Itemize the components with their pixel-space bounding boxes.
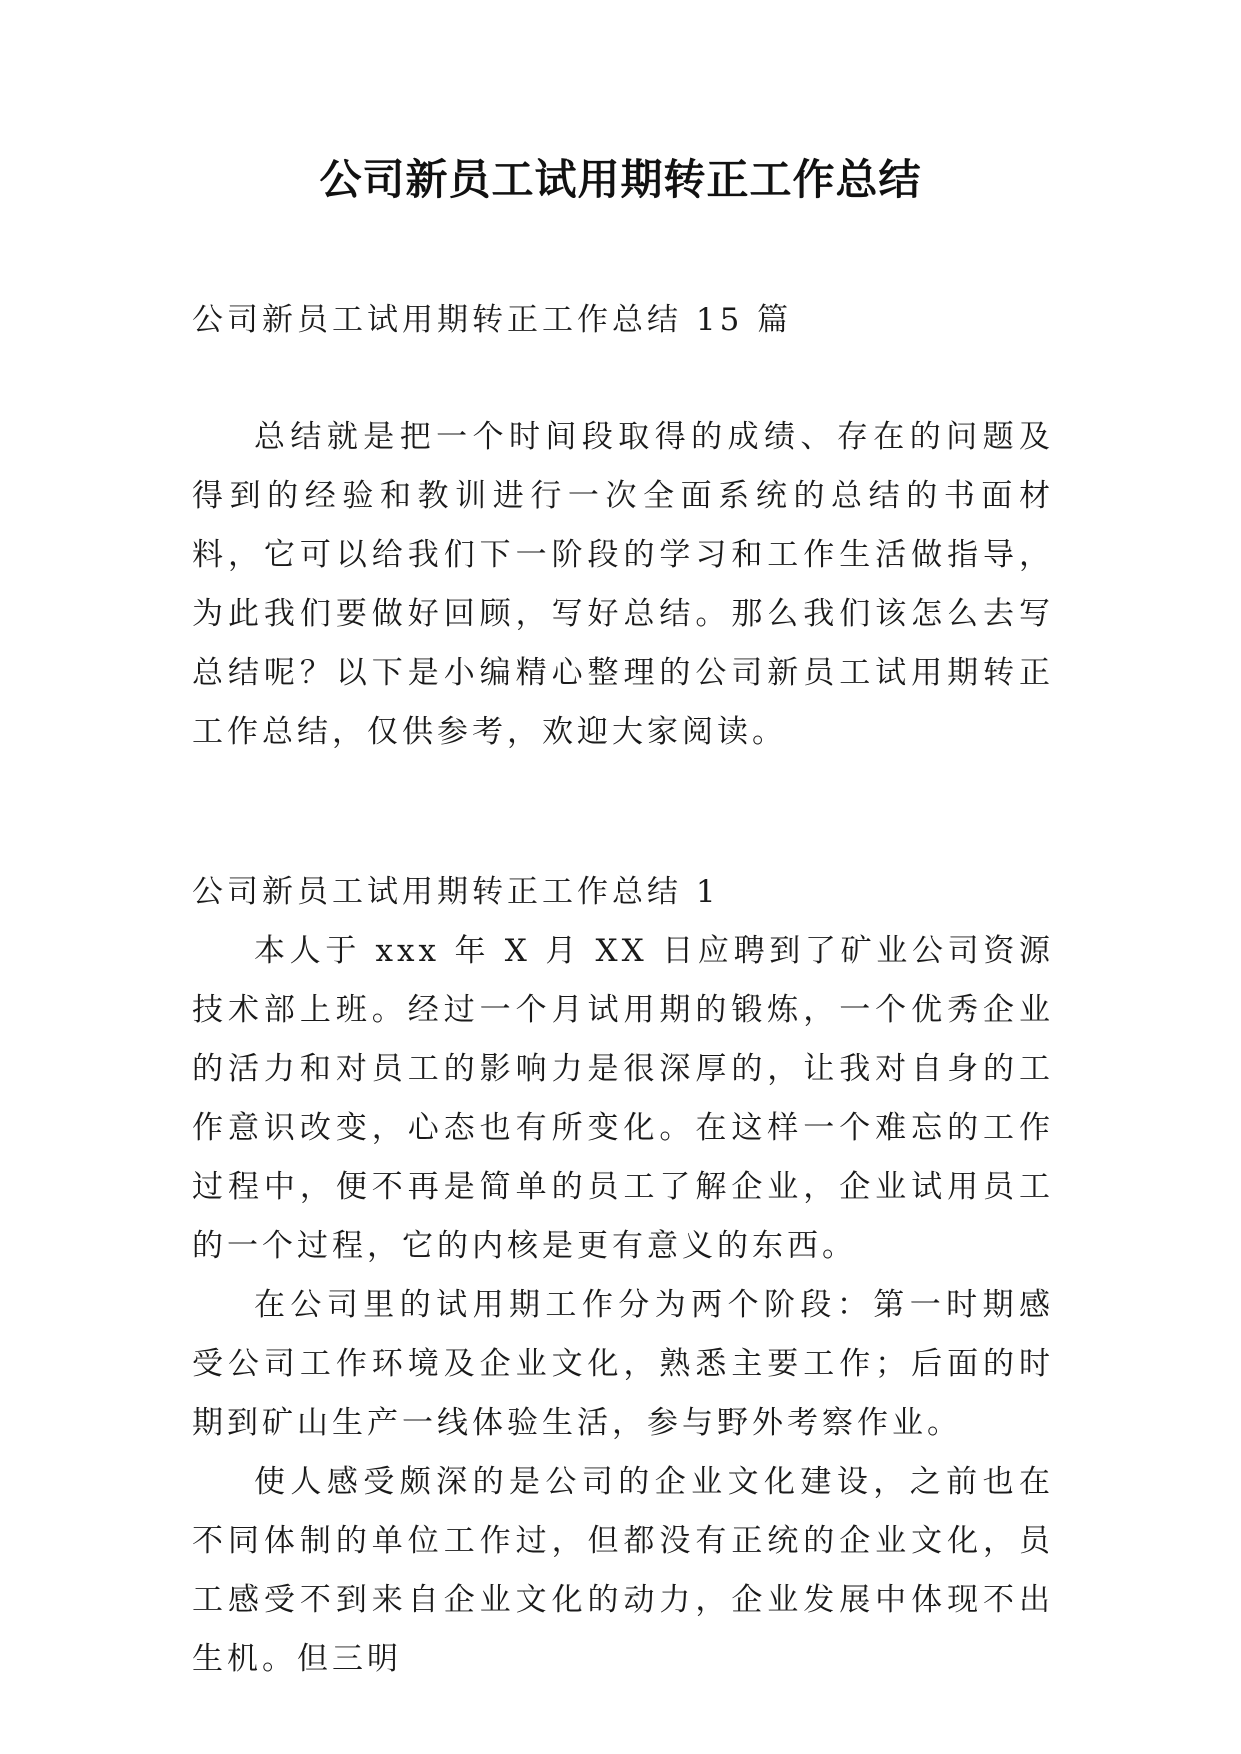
document-title: 公司新员工试用期转正工作总结: [319, 155, 922, 204]
document-subtitle: 公司新员工试用期转正工作总结 15 篇: [192, 302, 793, 338]
body-paragraph: 使人感受颇深的是公司的企业文化建设，之前也在不同体制的单位工作过，但都没有正统的企业文化，员工感受不到来自企业文化的动力，企业发展中体现不出生机。但三明: [192, 1464, 1054, 1677]
intro-paragraph: 总结就是把一个时间段取得的成绩、存在的问题及得到的经验和教训进行一次全面系统的总结的书面材料，它可以给我们下一阶段的学习和工作生活做指导，为此我们要做好回顾，写好总结。那么我们该怎么去写总结呢？以下是小编精心整理的公司新员工试用期转正工作总结，仅供参考，欢迎大家阅读。: [192, 419, 1054, 750]
section-heading: 公司新员工试用期转正工作总结 1: [192, 874, 720, 910]
body-paragraph: 本人于 xxx 年 X 月 XX 日应聘到了矿业公司资源技术部上班。经过一个月试用期的锻炼，一个优秀企业的活力和对员工的影响力是很深厚的，让我对自身的工作意识改变，心态也有所变化。在这样一个难忘的工作过程中，便不再是简单的员工了解企业，企业试用员工的一个过程，它的内核是更有意义的东西。: [192, 933, 1054, 1264]
body-paragraph: 在公司里的试用期工作分为两个阶段：第一时期感受公司工作环境及企业文化，熟悉主要工作；后面的时期到矿山生产一线体验生活，参与野外考察作业。: [192, 1287, 1054, 1441]
section-1: [192, 863, 1054, 1689]
intro-block: [192, 408, 1054, 762]
document-subtitle-block: [192, 291, 1054, 350]
